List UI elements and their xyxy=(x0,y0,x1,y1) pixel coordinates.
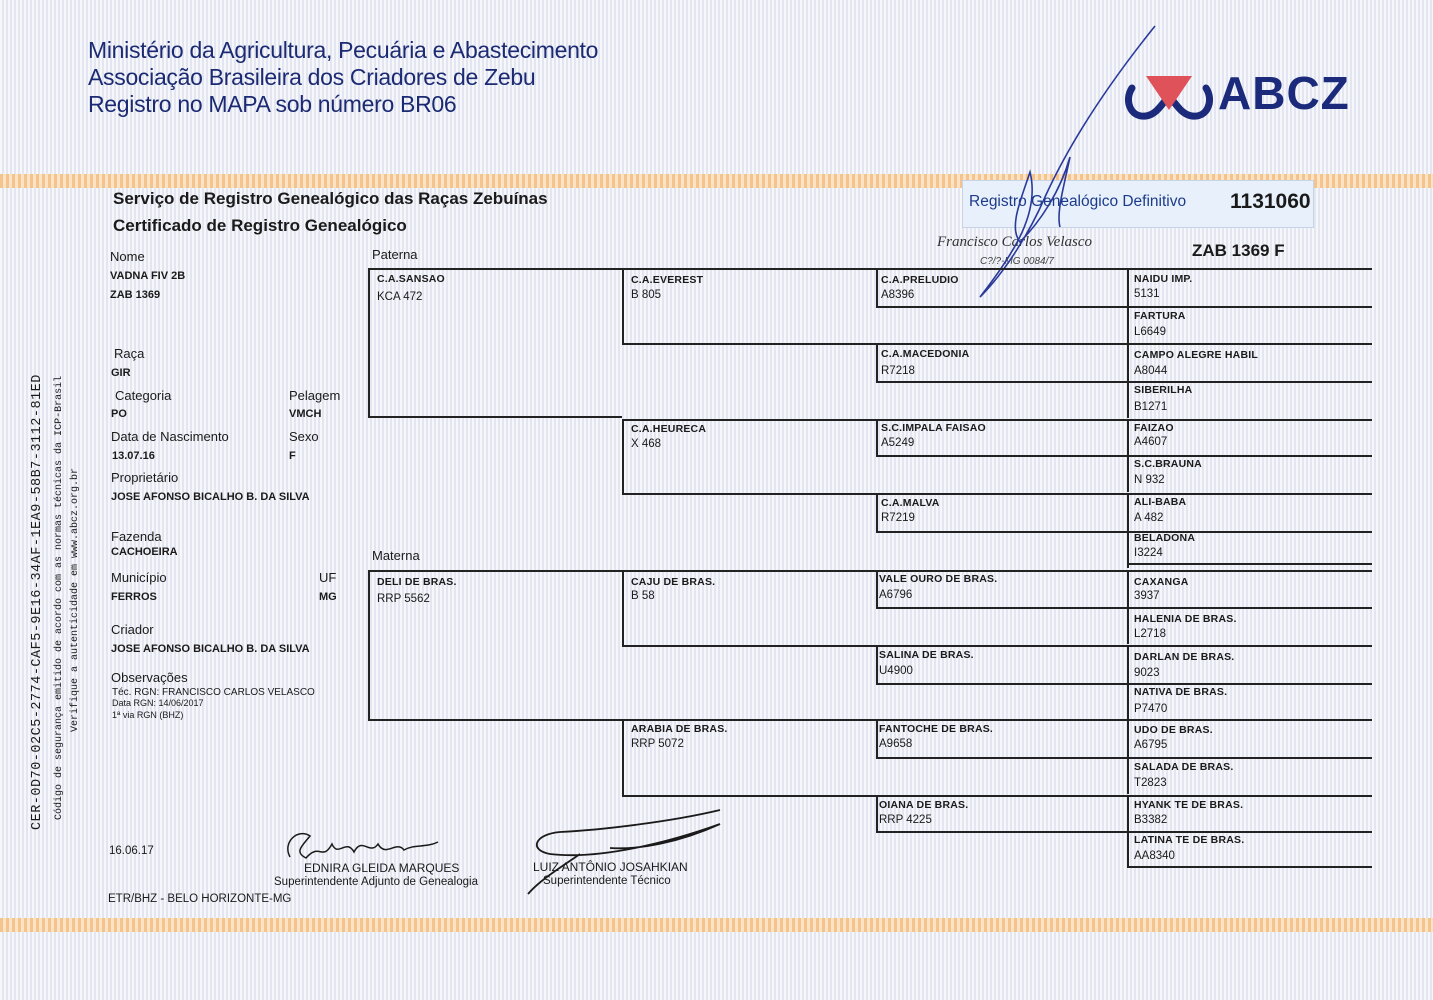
g4-reg: T2823 xyxy=(1134,777,1167,789)
tree-line xyxy=(1127,866,1372,868)
criador-label: Criador xyxy=(111,622,154,637)
municipio-label: Município xyxy=(111,570,167,585)
tree-line xyxy=(876,607,1127,609)
g4-reg: B3382 xyxy=(1134,814,1168,826)
tree-line xyxy=(876,343,1127,345)
g4-reg: 5131 xyxy=(1134,288,1160,300)
tree-line xyxy=(876,570,878,607)
tree-line xyxy=(876,493,1127,495)
g4-reg: 3937 xyxy=(1134,590,1160,602)
obs-line-2: Data RGN: 14/06/2017 xyxy=(112,698,204,708)
pelagem-label: Pelagem xyxy=(289,388,341,403)
nome-value: VADNA FIV 2B xyxy=(110,270,186,282)
tree-line xyxy=(876,795,878,831)
tree-line xyxy=(876,306,1127,308)
tree-line xyxy=(1127,831,1372,833)
g4-name: HALENIA DE BRAS. xyxy=(1134,613,1237,625)
tree-line xyxy=(876,455,1127,457)
g3-name: C.A.PRELUDIO xyxy=(881,274,959,286)
tree-line xyxy=(876,343,878,381)
g3-name: C.A.MACEDONIA xyxy=(881,348,970,360)
tree-line xyxy=(1127,795,1372,797)
g4-reg: L6649 xyxy=(1134,326,1166,338)
tree-line xyxy=(622,493,876,495)
g2-reg: RRP 5072 xyxy=(631,738,684,750)
g4-reg: 9023 xyxy=(1134,667,1160,679)
registro-number: 1131060 xyxy=(1230,190,1311,213)
nascimento-value: 13.07.16 xyxy=(112,450,155,462)
g4-reg: AA8340 xyxy=(1134,850,1175,862)
tree-line xyxy=(368,719,622,721)
tree-line xyxy=(876,645,1127,647)
g4-reg: A6795 xyxy=(1134,739,1168,751)
g4-name: S.C.BRAUNA xyxy=(1134,458,1202,470)
g3-name: SALINA DE BRAS. xyxy=(879,649,974,661)
nascimento-label: Data de Nascimento xyxy=(111,429,229,444)
paterna-label: Paterna xyxy=(372,247,418,262)
g4-reg: A 482 xyxy=(1134,512,1164,524)
tree-line xyxy=(622,719,624,795)
observacoes-label: Observações xyxy=(111,670,188,685)
g3-name: FANTOCHE DE BRAS. xyxy=(879,723,994,735)
tree-line xyxy=(622,343,876,345)
sexo-value: F xyxy=(289,450,296,462)
tree-line xyxy=(876,719,878,757)
tree-line xyxy=(876,570,1127,572)
tree-line xyxy=(1127,719,1372,721)
tree-line xyxy=(1127,343,1372,345)
bottom-band xyxy=(0,918,1433,932)
criador-value: JOSE AFONSO BICALHO B. DA SILVA xyxy=(111,643,310,655)
g4-name: UDO DE BRAS. xyxy=(1134,724,1213,736)
tree-line xyxy=(876,757,1127,759)
g3-reg: U4900 xyxy=(879,665,913,677)
header-line-3: Registro no MAPA sob número BR06 xyxy=(88,91,457,117)
tree-line xyxy=(1127,381,1372,383)
stamp-name: Francisco Carlos Velasco xyxy=(937,234,1092,250)
tree-line xyxy=(1127,563,1372,565)
tree-line xyxy=(1127,306,1372,308)
tree-line xyxy=(1127,419,1372,421)
tree-line xyxy=(876,645,878,683)
municipio-value: FERROS xyxy=(111,591,157,603)
tree-line xyxy=(622,645,876,647)
g2-reg: X 468 xyxy=(631,438,662,450)
fazenda-label: Fazenda xyxy=(111,529,162,544)
g3-reg: R7218 xyxy=(881,365,915,377)
g4-name: CAMPO ALEGRE HABIL xyxy=(1134,349,1258,361)
g4-name: DARLAN DE BRAS. xyxy=(1134,651,1235,663)
tree-line xyxy=(368,570,370,719)
proprietario-value: JOSE AFONSO BICALHO B. DA SILVA xyxy=(111,491,310,503)
g2-reg: B 58 xyxy=(631,590,655,602)
registro-label: Registro Genealógico Definitivo xyxy=(969,193,1187,210)
nome-label: Nome xyxy=(110,249,145,264)
tree-line xyxy=(876,381,1127,383)
proprietario-label: Proprietário xyxy=(111,470,179,485)
g3-reg: A8396 xyxy=(881,289,915,301)
sig1-role: Superintendente Adjunto de Genealogia xyxy=(274,876,478,888)
nome-code: ZAB 1369 xyxy=(110,289,161,301)
footer-office: ETR/BHZ - BELO HORIZONTE-MG xyxy=(108,893,292,905)
g2-name: C.A.HEURECA xyxy=(631,423,707,435)
uf-value: MG xyxy=(319,591,337,603)
sexo-label: Sexo xyxy=(289,429,319,444)
obs-line-3: 1ª via RGN (BHZ) xyxy=(112,710,184,720)
g3-name: S.C.IMPALA FAISAO xyxy=(881,422,986,434)
g4-name: LATINA TE DE BRAS. xyxy=(1134,834,1245,846)
g4-name: SALADA DE BRAS. xyxy=(1134,761,1234,773)
service-title: Serviço de Registro Genealógico das Raças Zebuínas xyxy=(113,189,548,208)
uf-label: UF xyxy=(319,570,337,585)
g3-reg: RRP 4225 xyxy=(879,814,932,826)
g4-name: NATIVA DE BRAS. xyxy=(1134,686,1228,698)
sig2-role: Superintendente Técnico xyxy=(543,875,671,887)
footer-date: 16.06.17 xyxy=(109,845,154,857)
g3-reg: R7219 xyxy=(881,512,915,524)
tree-line xyxy=(876,719,1127,721)
g4-reg: A4607 xyxy=(1134,436,1168,448)
g2-name: ARABIA DE BRAS. xyxy=(631,723,728,735)
g2-name: C.A.EVEREST xyxy=(631,274,704,286)
tree-line xyxy=(1127,757,1372,759)
sig2-name: LUIZ ANTÔNIO JOSAHKIAN xyxy=(533,860,688,874)
g3-name: C.A.MALVA xyxy=(881,497,940,509)
tree-line xyxy=(622,795,876,797)
header-line-1: Ministério da Agricultura, Pecuária e Abastecimento xyxy=(88,37,599,63)
g3-reg: A6796 xyxy=(879,589,913,601)
tree-line xyxy=(876,683,1127,685)
tree-line xyxy=(876,419,878,455)
tree-line xyxy=(1127,607,1372,609)
security-code: CER-0D70-02C5-2774-CAF5-9E16-34AF-1EA9-58B7-3112-81ED xyxy=(30,374,45,830)
tree-line xyxy=(368,416,622,418)
registro-code: ZAB 1369 F xyxy=(1192,241,1285,260)
g2-reg: B 805 xyxy=(631,289,662,301)
stamp-sub: C?/?-MG 0084/7 xyxy=(980,256,1054,267)
certificate-title: Certificado de Registro Genealógico xyxy=(113,216,407,235)
g4-name: ALI-BABA xyxy=(1134,496,1187,508)
tree-line xyxy=(876,268,1372,270)
g4-name: NAIDU IMP. xyxy=(1134,273,1193,285)
tree-line xyxy=(622,419,624,493)
tree-line xyxy=(876,531,1127,533)
tree-line xyxy=(876,268,878,306)
materna-label: Materna xyxy=(372,548,420,563)
g4-name: BELADONA xyxy=(1134,532,1196,544)
tree-line xyxy=(1127,645,1372,647)
g4-name: HYANK TE DE BRAS. xyxy=(1134,799,1244,811)
obs-line-1: Téc. RGN: FRANCISCO CARLOS VELASCO xyxy=(112,687,315,698)
g4-reg: L2718 xyxy=(1134,628,1166,640)
categoria-value: PO xyxy=(111,408,127,420)
g4-name: SIBERILHA xyxy=(1134,384,1193,396)
security-note: Código de segurança emitido de acordo com as normas técnicas da ICP-Brasil xyxy=(54,375,65,820)
g1-reg: RRP 5562 xyxy=(377,593,430,605)
g4-reg: B1271 xyxy=(1134,401,1168,413)
tree-line xyxy=(1127,683,1372,685)
g4-name: CAXANGA xyxy=(1134,576,1189,588)
tree-line xyxy=(622,570,624,645)
g4-name: FARTURA xyxy=(1134,310,1186,322)
header-line-2: Associação Brasileira dos Criadores de Zebu xyxy=(88,64,536,90)
g4-reg: I3224 xyxy=(1134,547,1163,559)
g1-reg: KCA 472 xyxy=(377,291,423,303)
g4-name: FAIZAO xyxy=(1134,422,1174,434)
g3-name: VALE OURO DE BRAS. xyxy=(879,573,998,585)
g4-reg: A8044 xyxy=(1134,365,1168,377)
raca-value: GIR xyxy=(111,367,131,379)
verify-note: Verifique a autenticidade em www.abcz.org.br xyxy=(70,467,81,732)
categoria-label: Categoria xyxy=(115,388,172,403)
abcz-logo-text: ABCZ xyxy=(1218,67,1350,119)
tree-line xyxy=(876,493,878,531)
tree-line xyxy=(876,419,1127,421)
g3-name: OIANA DE BRAS. xyxy=(879,799,969,811)
tree-line xyxy=(1127,493,1372,495)
tree-line xyxy=(368,268,370,416)
g3-reg: A9658 xyxy=(879,738,913,750)
raca-label: Raça xyxy=(114,346,145,361)
g4-reg: P7470 xyxy=(1134,703,1168,715)
tree-line xyxy=(876,831,1127,833)
g1-name: DELI DE BRAS. xyxy=(377,576,457,588)
g3-reg: A5249 xyxy=(881,437,915,449)
g2-name: CAJU DE BRAS. xyxy=(631,576,716,588)
pelagem-value: VMCH xyxy=(289,408,322,420)
g4-reg: N 932 xyxy=(1134,474,1165,486)
tree-line xyxy=(1127,455,1372,457)
sig1-name: EDNIRA GLEIDA MARQUES xyxy=(304,861,460,875)
tree-line xyxy=(622,268,624,343)
fazenda-value: CACHOEIRA xyxy=(111,546,178,558)
g1-name: C.A.SANSAO xyxy=(377,273,445,285)
tree-line xyxy=(876,795,1127,797)
